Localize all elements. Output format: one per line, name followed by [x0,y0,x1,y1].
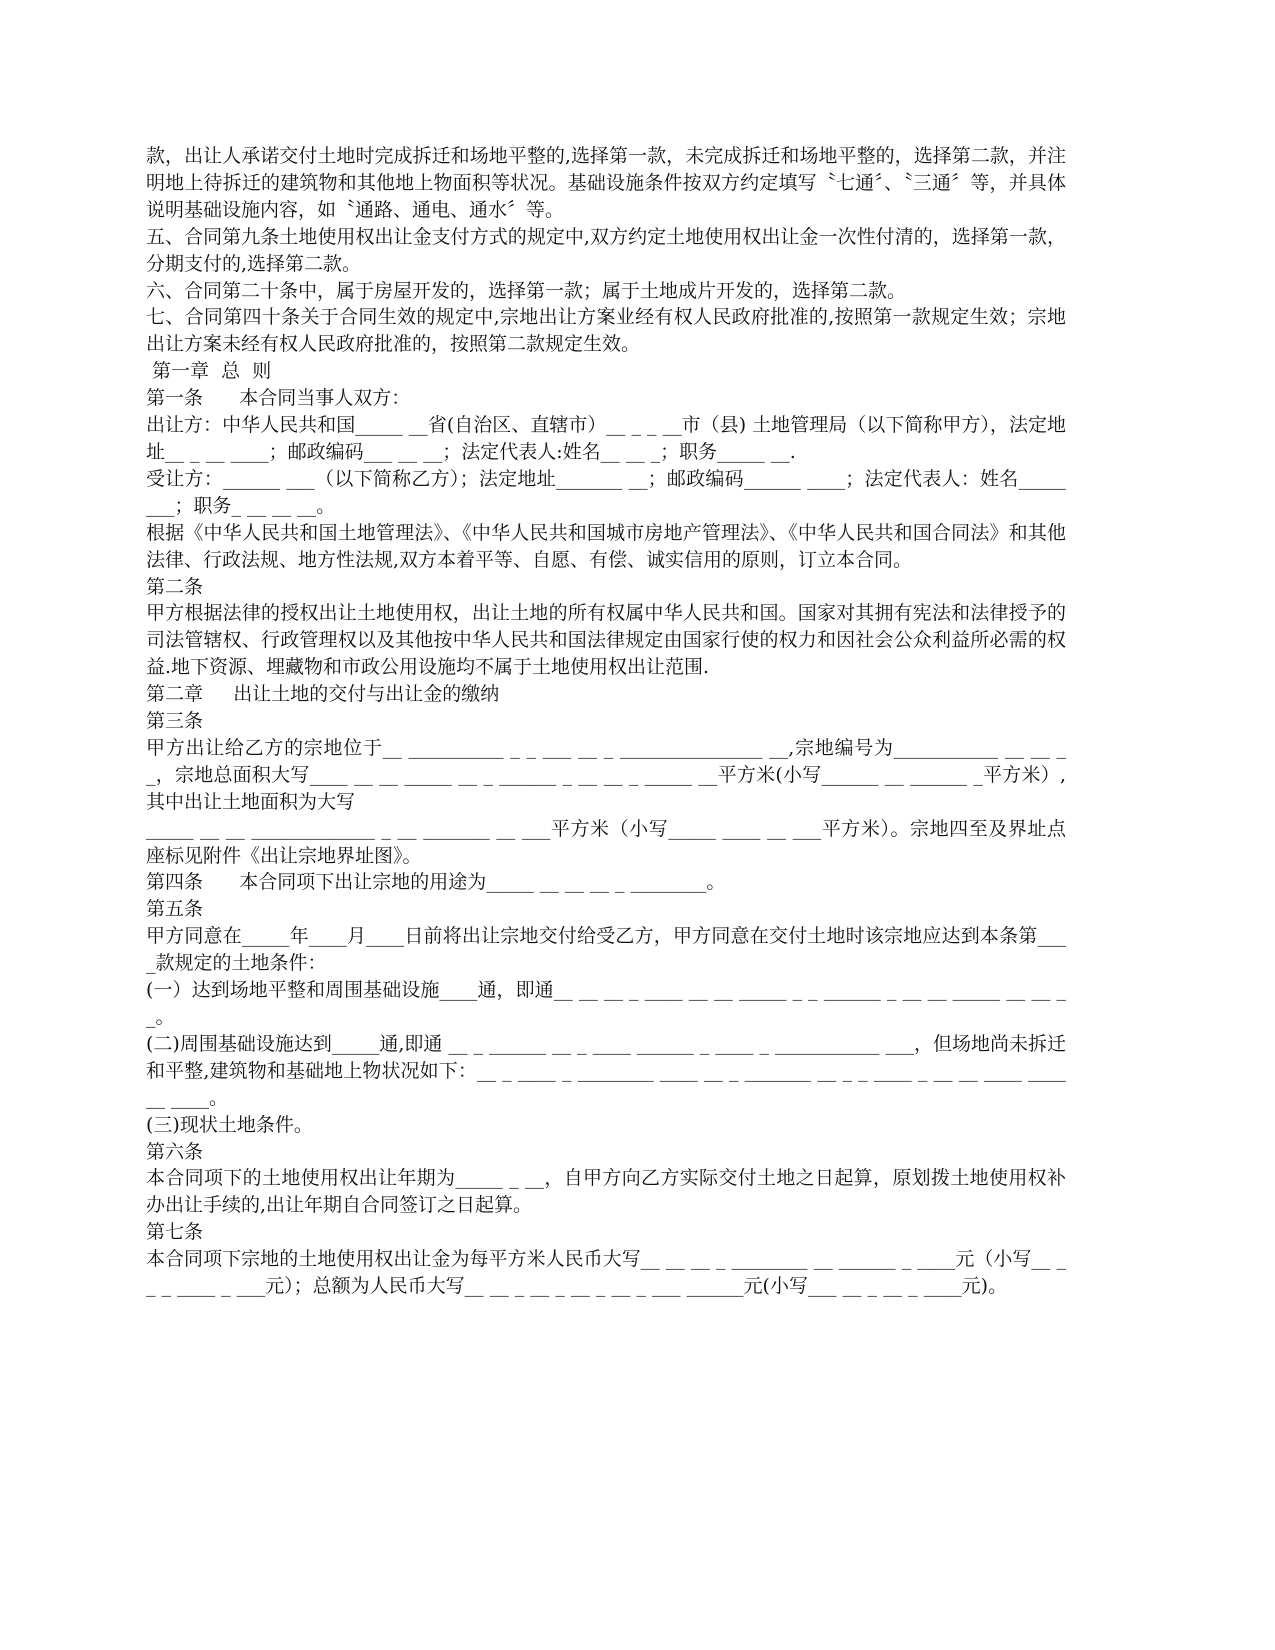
clause-note-five: 五、合同第九条土地使用权出让金支付方式的规定中,双方约定土地使用权出让金一次性付清的，选择第一款，分期支付的,选择第二款。 [146,225,1066,275]
chapter-two-heading: 第二章 出让土地的交付与出让金的缴纳 [146,683,500,706]
article-one-heading: 第一条 本合同当事人双方： [146,387,411,410]
article-three-heading: 第三条 [146,710,204,733]
article-seven-body: 本合同项下宗地的土地使用权出让金为每平方米人民币大写__ __ __ _ ________ __ ______ _ ____元（小写__ __ _ ____ _ ___元）；总额为人民币大写__ __ _ __ _ __ _ __ _ ___ ______元(小写___ __ _ __ _ ____元)。 [146,1248,1066,1298]
clause-note-four-continued: 款，出让人承诺交付土地时完成拆迁和场地平整的,选择第一款，未完成拆迁和场地平整的，选择第二款，并注明地上待拆迁的建筑物和其他地上物面积等状况。基础设施条件按双方约定填写〝七通〞、〝三通〞等，并具体说明基础设施内容，如〝通路、通电、通水〞等。 [146,145,1066,221]
clause-note-six: 六、合同第二十条中，属于房屋开发的，选择第一款；属于土地成片开发的，选择第二款。 [146,279,907,302]
contract-page [146,143,1073,1300]
article-four: 第四条 本合同项下出让宗地的用途为_____ __ __ __ _ ________。 [146,871,726,894]
article-two-body: 甲方根据法律的授权出让土地使用权，出让土地的所有权属中华人民共和国。国家对其拥有宪法和法律授予的司法管辖权、行政管理权以及其他按中华人民共和国法律规定由国家行使的权力和因社会公众利益所必需的权益.地下资源、埋藏物和市政公用设施均不属于土地使用权出让范围. [146,602,1066,679]
clause-note-seven: 七、合同第四十条关于合同生效的规定中,宗地出让方案业经有权人民政府批准的,按照第一款规定生效；宗地出让方案未经有权人民政府批准的，按照第二款规定生效。 [146,306,1066,356]
article-six-body: 本合同项下的土地使用权出让年期为_____ _ __，自甲方向乙方实际交付土地之日起算，原划拨土地使用权补办出让手续的,出让年期自合同签订之日起算。 [146,1167,1066,1217]
article-five-item-three: (三)现状土地条件。 [146,1113,313,1136]
grantee-info: 受让方：______ ___（以下简称乙方）；法定地址_______ __；邮政编码______ ____；法定代表人：姓名_____ ___；职务_ __ __ __。 [146,467,1073,517]
article-two-heading: 第二条 [146,575,204,598]
article-five-heading: 第五条 [146,898,204,921]
article-six-heading: 第六条 [146,1140,204,1163]
article-seven-heading: 第七条 [146,1221,204,1244]
article-five-body: 甲方同意在_____年____月____日前将出让宗地交付给受乙方，甲方同意在交付土地时该宗地应达到本条第____款规定的土地条件： [146,925,1066,975]
article-three-body: 甲方出让给乙方的宗地位于__ __________ _ _ ___ __ _ _______________ __,宗地编号为___________ __ __ __，宗地总面积大写____ __ __ _____ __ _ ______ _ __ __ _ _____ __平方米(小写______ __ ______ _平方米）,其中出让土地面积为大写 [146,736,1066,813]
article-five-item-one: (一）达到场地平整和周围基础设施____通，即通__ __ __ _ ____ __ __ _____ _ _ ______ _ __ __ _____ __ __ __。 [146,979,1066,1028]
grantor-info: 出让方：中华人民共和国_____ __省(自治区、直辖市）__ _ _ __市（县) 土地管理局（以下简称甲方），法定地址__ _ __ ____；邮政编码___ __ __；法定代表人:姓名__ __ _；职务_____ __. [146,414,1066,463]
article-five-item-two: (二)周围基础设施达到_____通,即通 __ _ ______ __ _ ____ ______ _ ____ _ ___________ ___，但场地尚未拆迁和平整,建筑物和基础地上物状况如下：__ _ ____ _ ________ ____ __ _ _______ __ _ _ ____ _ __ __ ____ ____ __ ____。 [146,1032,1073,1109]
legal-basis: 根据《中华人民共和国土地管理法》、《中华人民共和国城市房地产管理法》、《中华人民共和国合同法》和其他法律、行政法规、地方性法规,双方本着平等、自愿、有偿、诚实信用的原则，订立本合同。 [146,521,1066,571]
chapter-one-heading: 第一章 总 则 [146,360,272,383]
article-three-body-continued: _____ __ __ _____________ _ __ _______ __ ___平方米（小写_____ ____ __ ___平方米）。宗地四至及界址点座标见附件《出让宗地界址图》。 [146,817,1066,867]
